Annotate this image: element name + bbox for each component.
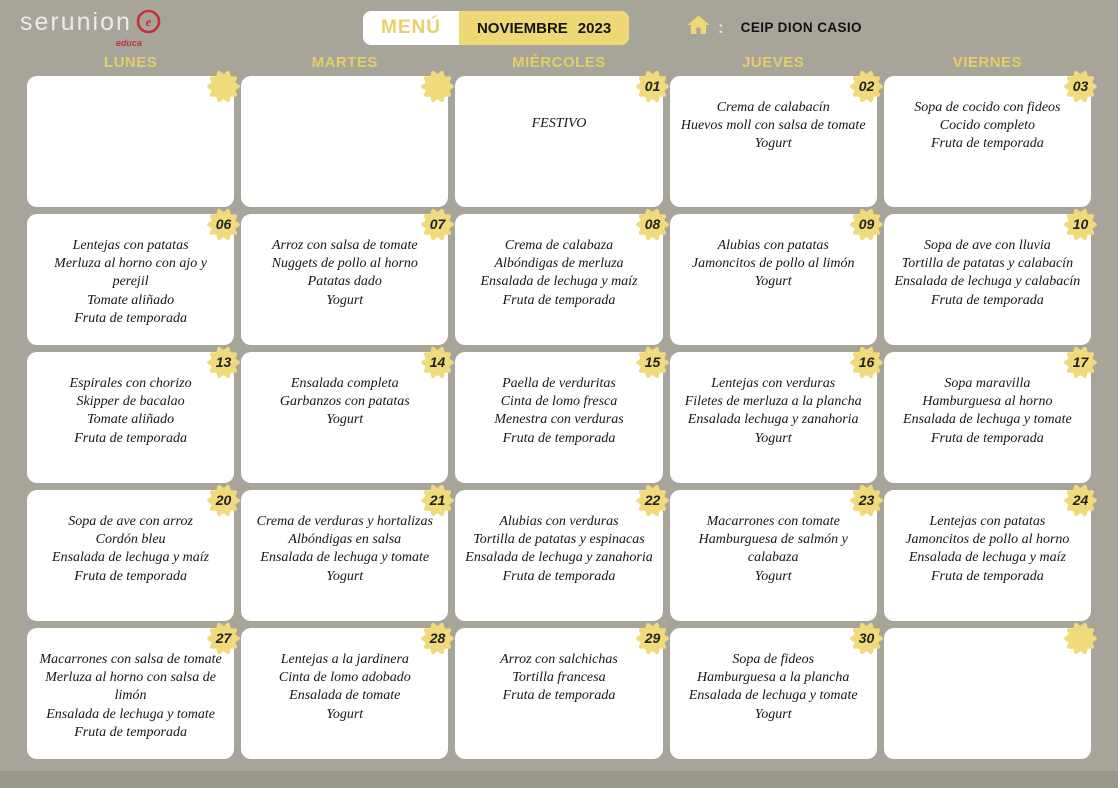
menu-item: Sopa de fideos — [732, 652, 815, 667]
menu-items — [678, 375, 869, 448]
menu-item: Yogurt — [754, 136, 792, 152]
menu-item: Menestra con verduras — [494, 412, 624, 428]
day-cell-02 — [670, 76, 877, 207]
menu-item: Ensalada de lechuga y maíz — [908, 550, 1066, 566]
menu-item: Lentejas con patatas — [72, 238, 189, 253]
month-name: NOVIEMBRE — [476, 19, 568, 37]
menu-item: Fruta de temporada — [74, 724, 187, 740]
svg-text:17: 17 — [1072, 354, 1089, 370]
menu-item: Yogurt — [754, 274, 792, 290]
menu-item: Alubias con patatas — [717, 238, 829, 253]
logo-text: serunion — [20, 8, 132, 36]
menu-item: Tortilla de patatas y calabacín — [901, 256, 1074, 272]
menu-item: Fruta de temporada — [931, 568, 1044, 584]
svg-text:23: 23 — [858, 492, 875, 508]
flower-badge-icon — [849, 621, 884, 656]
day-cell-16 — [670, 352, 877, 483]
day-cell-20 — [27, 490, 234, 621]
menu-items — [249, 513, 440, 586]
menu-item: Yogurt — [754, 430, 792, 446]
flower-badge-icon — [206, 69, 241, 104]
menu-item: Jamoncitos de pollo al horno — [905, 532, 1070, 548]
flower-badge-icon — [206, 207, 241, 242]
menu-item: Ensalada de lechuga y tomate — [903, 412, 1072, 428]
svg-text:14: 14 — [430, 354, 446, 370]
menu-item: Fruta de temporada — [502, 292, 616, 308]
day-cell-24 — [884, 490, 1091, 621]
menu-item: Filetes de merluza a la plancha — [684, 394, 862, 410]
svg-text:01: 01 — [644, 78, 660, 94]
month-label — [459, 11, 629, 45]
svg-text:29: 29 — [644, 630, 660, 646]
school-block — [686, 13, 862, 42]
menu-item: Ensalada de tomate — [289, 688, 401, 704]
menu-item: Macarrones con salsa de tomate — [39, 652, 222, 667]
menu-item: Tomate aliñado — [87, 412, 175, 428]
svg-text:02: 02 — [858, 78, 875, 94]
menu-item: Ensalada de lechuga y tomate — [46, 706, 215, 722]
menu-item: Sopa de ave con lluvia — [924, 238, 1051, 253]
menu-item: Cordón bleu — [95, 532, 166, 548]
menu-items — [463, 513, 654, 586]
svg-text:27: 27 — [215, 630, 232, 646]
menu-item: Cinta de lomo fresca — [500, 394, 618, 410]
day-cell-21 — [241, 490, 448, 621]
svg-text:10: 10 — [1072, 216, 1089, 232]
year: 2023 — [577, 19, 612, 37]
menu-item: Ensalada de lechuga y maíz — [480, 274, 638, 290]
menu-item: Arroz con salsa de tomate — [271, 238, 418, 253]
menu-item: Ensalada de lechuga y tomate — [260, 550, 430, 566]
day-cell-13 — [27, 352, 234, 483]
flower-badge-icon — [849, 69, 884, 104]
school-name: CEIP DION CASIO — [740, 20, 862, 35]
menu-item: Yogurt — [326, 568, 364, 584]
menu-items — [892, 513, 1083, 586]
logo-sub-text: educa — [115, 38, 142, 48]
menu-item: Fruta de temporada — [502, 430, 616, 446]
menu-item: Huevos moll con salsa de tomate — [680, 118, 866, 134]
svg-text:22: 22 — [644, 492, 660, 508]
menu-item: Sopa de cocido con fideos — [914, 100, 1061, 115]
menu-item: Ensalada completa — [290, 376, 399, 391]
flower-badge-icon — [1063, 69, 1098, 104]
menu-item: FESTIVO — [531, 116, 587, 131]
menu-items — [892, 237, 1083, 310]
menu-item: Ensalada lechuga y zanahoria — [687, 412, 859, 428]
flower-badge-icon — [635, 69, 670, 104]
menu-item: Yogurt — [754, 568, 792, 584]
calendar-grid — [27, 76, 1091, 759]
menu-item: Hamburguesa a la plancha — [697, 670, 850, 686]
flower-badge-icon — [849, 483, 884, 518]
weekday-header-1: MARTES — [311, 54, 378, 71]
flower-badge-icon — [1063, 621, 1098, 656]
menu-items — [35, 237, 226, 328]
menu-item: Arroz con salchichas — [500, 652, 618, 667]
svg-text:21: 21 — [430, 492, 446, 508]
flower-badge-icon — [420, 621, 455, 656]
day-cell-empty — [241, 76, 448, 207]
svg-text:16: 16 — [858, 354, 875, 370]
menu-item: Patatas dado — [307, 274, 382, 290]
menu-item: Ensalada de lechuga y calabacín — [894, 274, 1081, 290]
flower-badge-icon — [420, 483, 455, 518]
menu-item: Ensalada de lechuga y maíz — [52, 550, 210, 566]
svg-text:06: 06 — [215, 216, 232, 232]
svg-text:07: 07 — [430, 216, 446, 232]
flower-badge-icon — [635, 207, 670, 242]
menu-item: Merluza al horno con ajo y perejil — [54, 256, 207, 290]
day-cell-15 — [455, 352, 662, 483]
weekday-header-3: JUEVES — [742, 54, 805, 71]
day-cell-03 — [884, 76, 1091, 207]
menu-item: Fruta de temporada — [74, 568, 187, 584]
menu-item: Yogurt — [326, 292, 364, 308]
menu-item: Fruta de temporada — [502, 568, 616, 584]
menu-items — [678, 237, 869, 292]
menu-item: Tortilla de patatas y espinacas — [473, 532, 645, 548]
menu-items — [892, 99, 1083, 154]
day-cell-23 — [670, 490, 877, 621]
svg-text:24: 24 — [1072, 492, 1089, 508]
logo-e-icon — [115, 8, 162, 48]
flower-badge-icon — [1063, 483, 1098, 518]
menu-item: Paella de verduritas — [502, 376, 616, 391]
menu-item: Tomate aliñado — [87, 292, 175, 308]
day-cell-09 — [670, 214, 877, 345]
flower-badge-icon — [635, 345, 670, 380]
day-cell-06 — [27, 214, 234, 345]
menu-items — [892, 375, 1083, 448]
menu-item: Lentejas con patatas — [929, 514, 1046, 529]
weekday-header-4: VIERNES — [952, 54, 1023, 71]
menu-items — [249, 651, 440, 724]
weekday-headers — [27, 54, 1091, 71]
menu-item: Crema de calabacín — [716, 100, 830, 115]
menu-item: Merluza al horno con salsa de limón — [45, 670, 216, 704]
menu-item: Macarrones con tomate — [706, 514, 840, 529]
menu-item: Yogurt — [754, 706, 792, 722]
svg-text:03: 03 — [1072, 78, 1089, 94]
day-cell-28 — [241, 628, 448, 759]
menu-items — [678, 99, 869, 154]
menu-items — [249, 237, 440, 310]
menu-items — [678, 651, 869, 724]
flower-badge-icon — [206, 345, 241, 380]
flower-badge-icon — [1063, 345, 1098, 380]
menu-item: Lentejas con verduras — [711, 376, 836, 391]
menu-items — [463, 115, 654, 133]
day-cell-01 — [455, 76, 662, 207]
home-icon — [686, 13, 711, 42]
flower-badge-icon — [635, 621, 670, 656]
flower-badge-icon — [849, 345, 884, 380]
day-cell-empty — [27, 76, 234, 207]
menu-item: Fruta de temporada — [502, 688, 616, 704]
menu-item: Albóndigas en salsa — [288, 532, 402, 548]
menu-items — [678, 513, 869, 586]
day-cell-08 — [455, 214, 662, 345]
day-cell-22 — [455, 490, 662, 621]
menu-item: Ensalada de lechuga y zanahoria — [465, 550, 653, 566]
flower-badge-icon — [849, 207, 884, 242]
menu-item: Hamburguesa al horno — [922, 394, 1053, 410]
day-cell-10 — [884, 214, 1091, 345]
menu-item: Cocido completo — [939, 118, 1036, 134]
svg-text:28: 28 — [430, 630, 446, 646]
menu-label: MENÚ — [363, 11, 459, 45]
svg-text:09: 09 — [858, 216, 875, 232]
menu-item: Fruta de temporada — [931, 430, 1044, 446]
menu-item: Yogurt — [326, 412, 364, 428]
day-cell-30 — [670, 628, 877, 759]
flower-badge-icon — [1063, 207, 1098, 242]
menu-item: Sopa de ave con arroz — [68, 514, 193, 529]
menu-item: Espirales con chorizo — [69, 376, 192, 391]
menu-item: Sopa maravilla — [944, 376, 1031, 391]
weekday-header-2: MIÉRCOLES — [512, 54, 606, 71]
menu-item: Tortilla francesa — [512, 670, 606, 686]
svg-text:13: 13 — [215, 354, 232, 370]
menu-item: Fruta de temporada — [74, 430, 187, 446]
svg-text:20: 20 — [215, 492, 232, 508]
menu-item: Yogurt — [326, 706, 364, 722]
menu-items — [463, 237, 654, 310]
menu-item: Cinta de lomo adobado — [278, 670, 411, 686]
day-cell-empty — [884, 628, 1091, 759]
menu-item: Fruta de temporada — [74, 310, 187, 326]
menu-item: Lentejas a la jardinera — [280, 652, 409, 667]
menu-items — [35, 375, 226, 448]
menu-items — [463, 651, 654, 706]
menu-item: Hamburguesa de salmón y calabaza — [698, 532, 848, 566]
flower-badge-icon — [635, 483, 670, 518]
menu-item: Ensalada de lechuga y tomate — [688, 688, 858, 704]
menu-items — [35, 513, 226, 586]
flower-badge-icon — [420, 69, 455, 104]
svg-text:30: 30 — [858, 630, 875, 646]
menu-item: Jamoncitos de pollo al limón — [691, 256, 855, 272]
menu-item: Crema de calabaza — [504, 238, 614, 253]
day-cell-17 — [884, 352, 1091, 483]
menu-item: Fruta de temporada — [931, 292, 1044, 308]
menu-item: Garbanzos con patatas — [279, 394, 410, 410]
flower-badge-icon — [420, 345, 455, 380]
menu-item: Albóndigas de merluza — [494, 256, 624, 272]
day-cell-29 — [455, 628, 662, 759]
menu-item: Nuggets de pollo al horno — [271, 256, 418, 272]
flower-badge-icon — [420, 207, 455, 242]
day-cell-27 — [27, 628, 234, 759]
svg-text:08: 08 — [644, 216, 660, 232]
flower-badge-icon — [206, 621, 241, 656]
menu-items — [35, 651, 226, 742]
menu-item: Fruta de temporada — [931, 136, 1044, 152]
day-cell-07 — [241, 214, 448, 345]
day-cell-14 — [241, 352, 448, 483]
school-colon: : — [718, 18, 724, 37]
flower-badge-icon — [206, 483, 241, 518]
weekday-header-0: LUNES — [103, 54, 158, 71]
menu-items — [249, 375, 440, 430]
menu-item: Crema de verduras y hortalizas — [256, 514, 433, 529]
menu-title-pill — [363, 11, 629, 45]
svg-text:15: 15 — [644, 354, 660, 370]
footer-bar — [0, 771, 1118, 788]
serunion-logo — [20, 8, 162, 48]
menu-item: Skipper de bacalao — [76, 394, 185, 410]
menu-item: Alubias con verduras — [499, 514, 619, 529]
menu-items — [463, 375, 654, 448]
svg-text:e: e — [145, 14, 152, 29]
